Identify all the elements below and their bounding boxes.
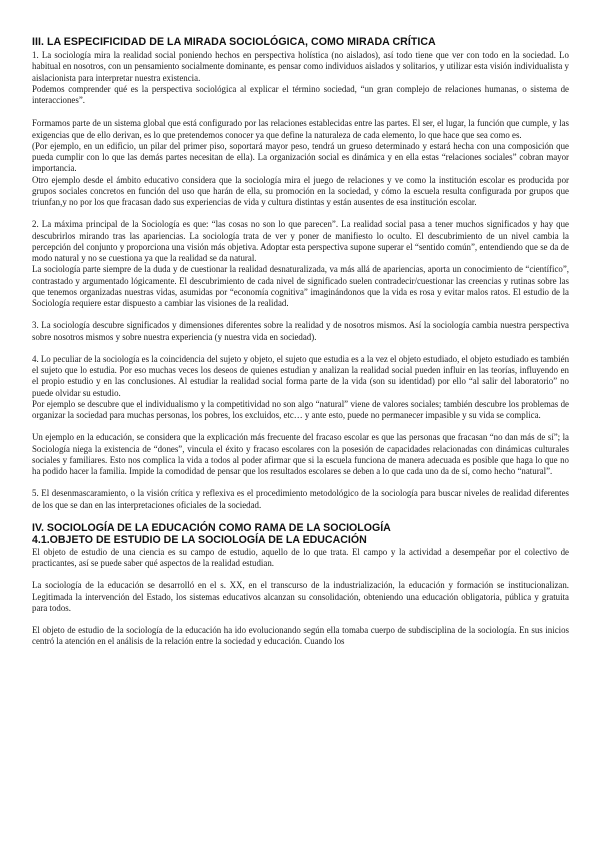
paragraph: Un ejemplo en la educación, se considera que la explicación más frecuente del fracaso escolar es que las personas que fracasan “no dan más de sí”; la Sociología niega la existencia de “dones”, vincula el éxito y fracaso escolares con la posesión de capacidades relacionadas con dinámicas culturales sociales y familiares. Esto nos complica la vida a todos al poder afirmar que si la escuela funciona de manera adecuada es posible que haga lo que no ha podido hacer la familia. Impide la comodidad de pensar que los resultados escolares se deben a lo que cada uno da de sí, como hecho “natural”. xyxy=(32,432,569,476)
paragraph: 5. El desenmascaramiento, o la visión crítica y reflexiva es el procedimiento metodológico de la sociología para buscar niveles de realidad diferentes de los que se dan en las interpretaciones oficiales de la sociedad. xyxy=(32,488,569,510)
section-4-1-subtitle: 4.1.OBJETO DE ESTUDIO DE LA SOCIOLOGÍA DE LA EDUCACIÓN xyxy=(32,534,367,547)
paragraph: Otro ejemplo desde el ámbito educativo considera que la sociología mira el juego de relaciones y ve como la institución escolar es producida por grupos sociales concretos en función del uso que harán de ella, su promoción en la sociedad, y cómo la escuela resulta configurada por grupos que triunfan,y no por los que fracasan dado sus experiencias de vida y cultura distintas y están ausentes de esa institución escolar. xyxy=(32,174,569,207)
paragraph: Podemos comprender qué es la perspectiva sociológica al explicar el término sociedad, “un gran complejo de relaciones humanas, o sistema de interacciones”. xyxy=(32,83,569,105)
section-4-title: IV. SOCIOLOGÍA DE LA EDUCACIÓN COMO RAMA DE LA SOCIOLOGÍA xyxy=(32,521,391,534)
section-3-title: III. LA ESPECIFICIDAD DE LA MIRADA SOCIOLÓGICA, COMO MIRADA CRÍTICA xyxy=(32,36,436,48)
paragraph: La sociología parte siempre de la duda y de cuestionar la realidad desnaturalizada, va más allá de apariencias, aporta un conocimiento de “científico”, contrastado y argumentado lógicamente. El descubrimiento de cada nivel de significado suelen contradecir/cuestionar las creencias y rutinas sobre las que tenemos organizadas nuestras vidas, asumidas por “economía cognitiva” imaginándonos que la vida es rosa y evitar malos ratos. El estudio de la Sociología requiere estar dispuesto a cambiar las visiones de la realidad. xyxy=(32,264,569,308)
paragraph: 4. Lo peculiar de la sociología es la coincidencia del sujeto y objeto, el sujeto que estudia es a la vez el objeto estudiado, el objeto estudiado es también el sujeto que lo estudia. Por eso muchas veces los deseos de quienes estudian y analizan la realidad social pueden influir en las teorías, influyendo en el propio estudio y en las conclusiones. Al estudiar la realidad social forma parte de la vida (son su identidad) por ello “al salir del laboratorio” no puede olvidar su estudio. xyxy=(32,353,570,398)
paragraph: (Por ejemplo, en un edificio, un pilar del primer piso, soportará mayor peso, tendrá un grueso determinado y estará hecha con una composición que pueda cumplir con lo que las demás partes necesitan de ella). La organización social es dinámica y en ella estas “relaciones sociales” cobran mayor importancia. xyxy=(32,140,569,174)
paragraph: 2. La máxima principal de la Sociología es que: “las cosas no son lo que parecen”. La realidad social pasa a tener muchos significados y hay que descubrirlos mirando tras las apariencias. La sociología trata de ver y poner de manifiesto lo oculto. El descubrimiento de un nivel cambia la percepción del conjunto y proporciona una visión más objetiva. Adoptar esta perspectiva supone superar el “sentido común”, entendiendo que se da de modo natural y no se cuestiona ya que la realidad se da natural. xyxy=(32,219,569,263)
paragraph: El objeto de estudio de una ciencia es su campo de estudio, aquello de lo que trata. El campo y la actividad a desempeñar por el colectivo de practicantes, así se puede saber qué aspectos de la realidad estudian. xyxy=(32,546,569,568)
paragraph: 1. La sociología mira la realidad social poniendo hechos en perspectiva holística (no aislados), así todo tiene que ver con todo en la sociedad. Lo habitual en nosotros, con un pensamiento socialmente dominante, es pensar como individuos aislados y solitarios, y utilizar esta visión individualista y aislacionista para interpretar nuestra existencia. xyxy=(32,50,569,83)
paragraph: 3. La sociología descubre significados y dimensiones diferentes sobre la realidad y de nosotros mismos. Así la sociología cambia nuestra perspectiva sobre nosotros mismos y sobre nuestra experiencia (y nuestra vida en sociedad). xyxy=(32,320,569,342)
paragraph: Formamos parte de un sistema global que está configurado por las relaciones establecidas entre las partes. El ser, el lugar, la función que cumple, y las exigencias que de ello derivan, es lo que pretendemos conocer ya que define la naturaleza de cada elemento, lo que hace que sea como es. xyxy=(32,118,569,140)
paragraph: La sociología de la educación se desarrolló en el s. XX, en el transcurso de la industrialización, la educación y formación se institucionalizan. Legitimada la intervención del Estado, los sistemas educativos alcanzan su consolidación, obteniendo una educación obligatoria, pública y gratuita para todos. xyxy=(32,580,569,613)
paragraph: Por ejemplo se descubre que el individualismo y la competitividad no son algo “natural” viene de valores sociales; también descubre los problemas de organizar la sociedad para muchas personas, los pobres, los excluidos, etc… y ante esto, puede no permanecer impasible y su vida se complica. xyxy=(32,398,569,420)
paragraph: El objeto de estudio de la sociología de la educación ha ido evolucionando según ella tomaba cuerpo de subdisciplina de la sociología. En sus inicios centró la atención en el análisis de la relación entre la sociedad y educación. Cuando los xyxy=(32,625,569,647)
